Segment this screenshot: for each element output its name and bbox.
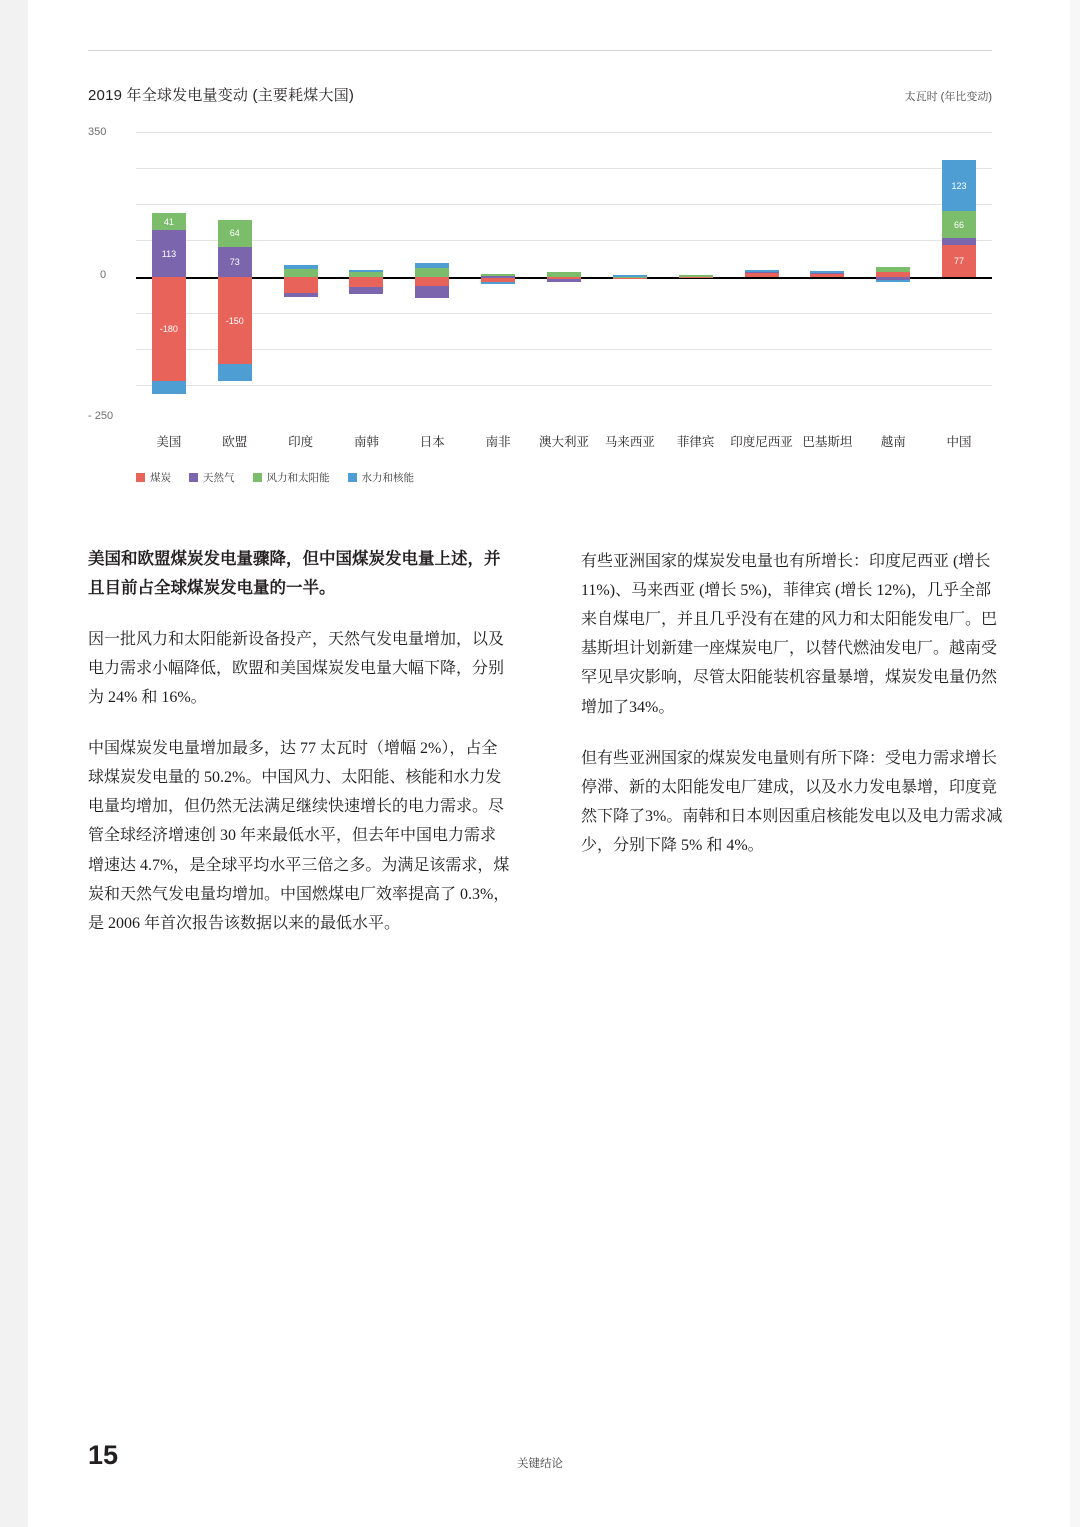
legend-swatch-icon bbox=[253, 473, 262, 482]
bar-segment: -180 bbox=[152, 277, 186, 381]
chart bbox=[88, 126, 992, 449]
body-paragraph: 有些亚洲国家的煤炭发电量也有所增长：印度尼西亚 (增长 11%)、马来西亚 (增长 5%)，菲律宾 (增长 12%)，几乎全部来自煤电厂，并且几乎没有在建的风力和太阳能发电厂。巴基斯坦计划新建一座煤炭电厂，以替代燃油发电厂。越南受罕见旱灾影响，尽管太阳能装机容量暴增，煤炭发电量仍然增加了34%。 bbox=[581, 553, 998, 716]
bar-column bbox=[531, 132, 597, 422]
bar-segment: 41 bbox=[152, 213, 186, 230]
chart-unit-label: 太瓦时 (年比变动) bbox=[904, 91, 992, 103]
plot-area bbox=[136, 132, 992, 422]
bar-segment bbox=[876, 267, 910, 272]
bar-column bbox=[465, 132, 531, 422]
x-axis-label: 越南 bbox=[880, 435, 906, 449]
bar-segment: 66 bbox=[942, 211, 976, 238]
body-paragraph: 中国煤炭发电量增加最多，达 77 太瓦时（增幅 2%），占全球煤炭发电量的 50.2%。中国风力、太阳能、核能和水力发电量均增加，但仍然无法满足继续快速增长的电力需求。尽管全球经济增速创 30 年来最低水平，但去年中国电力需求增速达 4.7%，是全球平均水平三倍之多。为满足该需求，煤炭和天然气发电量均增加。中国燃煤电厂效率提高了 0.3%，是 2006 年首次报告该数据以来的最低水平。 bbox=[88, 740, 510, 932]
bar-column bbox=[597, 132, 663, 422]
x-axis-label: 菲律宾 bbox=[676, 435, 715, 449]
chart-title: 2019 年全球发电量变动 (主要耗煤大国) bbox=[88, 87, 355, 104]
body-column-left bbox=[88, 545, 511, 960]
legend-label: 风力和太阳能 bbox=[266, 472, 330, 484]
x-axis-label: 欧盟 bbox=[222, 435, 248, 449]
bar-segment bbox=[218, 364, 252, 381]
bar-segment bbox=[876, 280, 910, 282]
x-axis-label: 日本 bbox=[419, 435, 445, 449]
bar-segment bbox=[415, 277, 449, 286]
bar-segment bbox=[942, 238, 976, 245]
bar-segment bbox=[745, 270, 779, 272]
bar-column bbox=[334, 132, 400, 422]
bar-segment bbox=[284, 265, 318, 269]
x-axis-label: 南非 bbox=[485, 435, 511, 449]
legend-label: 煤炭 bbox=[150, 472, 171, 484]
bar-segment bbox=[415, 268, 449, 277]
x-axis-label: 南韩 bbox=[353, 435, 379, 449]
x-axis-label: 美国 bbox=[156, 435, 182, 449]
x-axis-label: 中国 bbox=[946, 435, 972, 449]
page-number: 15 bbox=[88, 1440, 119, 1470]
footer-section-label: 关键结论 bbox=[517, 1458, 563, 1470]
bar-segment bbox=[415, 286, 449, 299]
body-paragraph: 但有些亚洲国家的煤炭发电量则有所下降：受电力需求增长停滞、新的太阳能发电厂建成，以及水力发电暴增，印度竟然下降了3%。南韩和日本则因重启核能发电以及电力需求减少，分别下降 5% 和 4%。 bbox=[581, 749, 1003, 854]
legend-swatch-icon bbox=[348, 473, 357, 482]
legend-item[interactable] bbox=[189, 470, 235, 485]
legend-item[interactable] bbox=[348, 470, 415, 485]
x-axis-label: 印度 bbox=[288, 435, 314, 449]
bar-column bbox=[794, 132, 860, 422]
legend-item[interactable] bbox=[136, 470, 171, 485]
bar-segment: 73 bbox=[218, 247, 252, 277]
bar-segment bbox=[415, 263, 449, 268]
bar-segment bbox=[679, 275, 713, 277]
x-axis-label: 巴基斯坦 bbox=[802, 435, 853, 449]
chart-header bbox=[88, 84, 992, 105]
bar-segment bbox=[284, 277, 318, 293]
legend-swatch-icon bbox=[136, 473, 145, 482]
body-columns bbox=[88, 545, 1004, 960]
bar-segment bbox=[284, 293, 318, 296]
bar-segment bbox=[547, 279, 581, 281]
page-right-margin bbox=[1070, 0, 1080, 1527]
bar-segment bbox=[547, 272, 581, 277]
bar-column bbox=[663, 132, 729, 422]
bar-segment: 77 bbox=[942, 245, 976, 277]
bar-segment: 123 bbox=[942, 160, 976, 211]
lead-paragraph: 美国和欧盟煤炭发电量骤降，但中国煤炭发电量上述，并且目前占全球煤炭发电量的一半。 bbox=[88, 550, 501, 597]
legend-swatch-icon bbox=[189, 473, 198, 482]
bar-segment bbox=[349, 277, 383, 287]
bar-segment bbox=[613, 275, 647, 277]
x-axis-label: 马来西亚 bbox=[604, 435, 655, 449]
bar-segment bbox=[810, 271, 844, 273]
bar-segment bbox=[481, 282, 515, 284]
y-axis-tick-max: 350 bbox=[88, 126, 107, 138]
y-axis-tick-min: - 250 bbox=[88, 410, 114, 422]
bar-column bbox=[202, 132, 268, 422]
legend-label: 水力和核能 bbox=[361, 472, 414, 484]
page-left-margin bbox=[0, 0, 28, 1527]
x-axis-label: 印度尼西亚 bbox=[730, 435, 793, 449]
bar-column bbox=[268, 132, 334, 422]
y-axis-tick-zero: 0 bbox=[100, 269, 107, 281]
bar-segment: -150 bbox=[218, 277, 252, 364]
bar-segment bbox=[481, 274, 515, 276]
bar-segment: 113 bbox=[152, 230, 186, 277]
x-axis-label: 澳大利亚 bbox=[538, 435, 589, 449]
bar-segment bbox=[481, 276, 515, 278]
bar-column bbox=[926, 132, 992, 422]
legend-item[interactable] bbox=[253, 470, 330, 485]
x-axis-categories bbox=[136, 432, 992, 452]
bar-column bbox=[729, 132, 795, 422]
bar-group bbox=[136, 132, 992, 422]
bar-segment: 64 bbox=[218, 220, 252, 247]
legend-label: 天然气 bbox=[203, 472, 235, 484]
header-divider bbox=[88, 50, 992, 51]
bar-column bbox=[399, 132, 465, 422]
chart-legend bbox=[136, 470, 414, 485]
bar-column bbox=[136, 132, 202, 422]
bar-column bbox=[860, 132, 926, 422]
bar-segment bbox=[349, 270, 383, 272]
bar-segment bbox=[349, 271, 383, 277]
bar-segment bbox=[152, 381, 186, 394]
bar-segment bbox=[284, 269, 318, 277]
body-paragraph: 因一批风力和太阳能新设备投产，天然气发电量增加，以及电力需求小幅降低，欧盟和美国煤炭发电量大幅下降，分别为 24% 和 16%。 bbox=[88, 630, 505, 706]
bar-segment bbox=[349, 287, 383, 294]
body-column-right bbox=[581, 545, 1004, 960]
